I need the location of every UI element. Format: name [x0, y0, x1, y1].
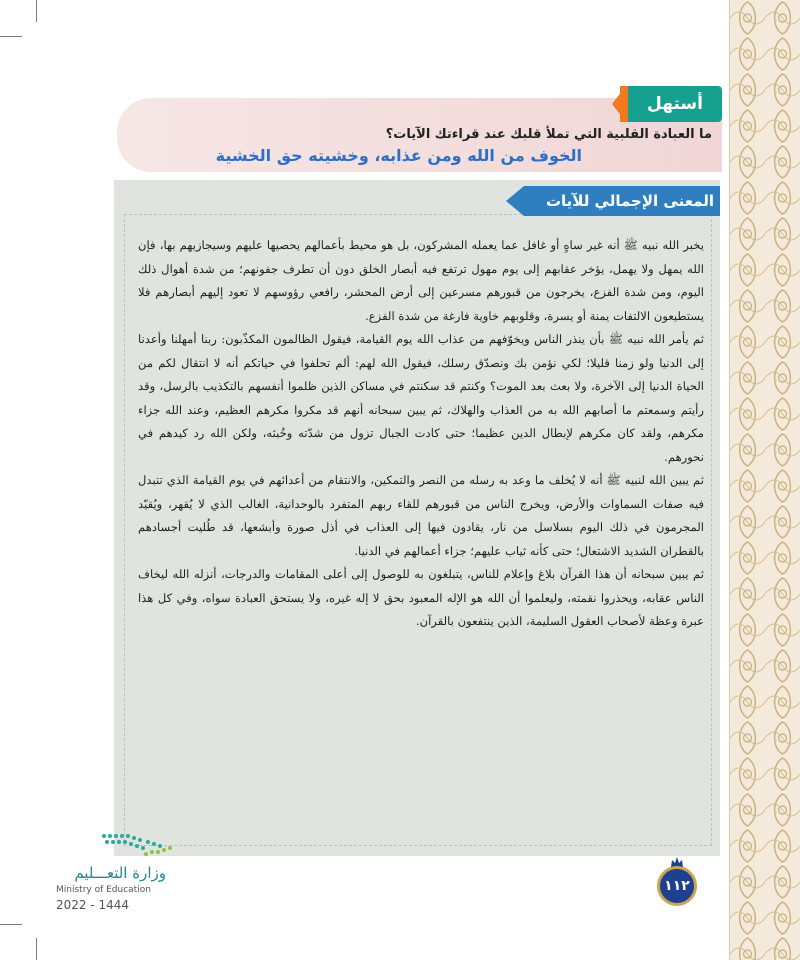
overview-text [138, 234, 704, 634]
page-number-badge: ١١٢ [657, 866, 697, 906]
ministry-name-ar: وزارة التعـــليم [74, 864, 166, 882]
ministry-name-en: Ministry of Education [56, 885, 151, 895]
istahil-label: أستهل [647, 94, 703, 114]
ministry-logo-icon [98, 828, 178, 862]
paragraph: ثم يبين الله لنبيه ﷺ أنه لا يُخلف ما وعد به رسله من النصر والتمكين، والانتقام من أعدائهم في يوم القيامة الذي تتبدل فيه صفات السماوات والأرض، ويخرج الناس من قبورهم للقاء ربهم المتفرد بالوحدانية، الغالب الذي لا يُقهر، ويُقيّد المجرمون في ذلك اليوم بسلاسل من نار، يقادون فيها إلى العذاب في أذل صورة وأبشعها، قد طُليت أجسادهم بالقطران الشديد الاشتعال؛ حتى كأنه ثياب عليهم؛ جزاء أعمالهم في الدنيا. [138, 473, 704, 558]
crop-mark [0, 924, 22, 925]
paragraph: يخبر الله نبيه ﷺ أنه غير ساهٍ أو غافل عما يعمله المشركون، بل هو محيط بأعمالهم يحصيها عليهم وسيجازيهم بها، فإن الله يمهل ولا يهمل، يؤخر عقابهم إلى يوم مهول ترتفع فيه أبصار الخلق دون أن تطرف جفونهم؛ من شدة أهوال ذلك اليوم، ومن شدة الفزع، يخرجون من قبورهم مسرعين إلى أرض المحشر، رافعي رؤوسهم لا تعود إليهم أبصارهم فلا يستطيعون الالتفات يمنة أو يسرة، وقلوبهم خاوية فارغة من شدة الفزع. [138, 238, 704, 323]
paragraph: ثم يأمر الله نبيه ﷺ بأن ينذر الناس ويخوّفهم من عذاب الله يوم القيامة، فيقول الظالمون المكذّبون: ربنا أمهلنا وأعدنا إلى الدنيا ولو زمنا قليلا؛ لكي نؤمن بك ونصدّق رسلك، فيقول الله لهم: ألم تحلفوا في حياتكم أنه لا انتقال لكم من الحياة الدنيا إلى الآخرة، ولا بعث بعد الموت؟ وكنتم قد سكنتم في مساكن الذين ظلموا أنفسهم بالتكذيب بالرسل، وقد رأيتم وسمعتم ما أصابهم الله به من العذاب والهلاك، ثم يبين سبحانه أنهم قد مكروا مكرهم العظيم، وعند الله جزاء مكرهم، ولقد كان مكرهم لإبطال الدين عظيما؛ حتى كادت الجبال تزول من شدّته وخُبثه، ولكن الله رد كيدهم في نحورهم. [138, 332, 704, 464]
ornament-pattern [730, 0, 800, 960]
decorative-border [729, 0, 800, 960]
paragraph: ثم يبين سبحانه أن هذا القرآن بلاغ وإعلام للناس، يتبلغون به للوصول إلى أعلى المقامات والدرجات، أنزله الله ليخاف الناس عقابه، ويحذروا نقمته، وليعلموا أن الله هو الإله المعبود بحق لا إله غيره، ولا يستحق العبادة سواه، وفي كل هذا عبرة وعظة لأصحاب العقول السليمة، الذين ينتفعون بالقرآن. [138, 567, 704, 628]
istahil-question: ما العبادة القلبية التي تملأ قلبك عند قراءتك الآيات؟ [385, 127, 712, 142]
edition-year: 2022 - 1444 [56, 898, 130, 912]
section-title: المعنى الإجمالي للآيات [545, 192, 714, 210]
crop-mark [0, 36, 22, 37]
crop-mark [36, 938, 37, 960]
istahil-answer: الخوف من الله ومن عذابه، وخشيته حق الخشية [215, 146, 582, 165]
crop-mark [36, 0, 37, 22]
